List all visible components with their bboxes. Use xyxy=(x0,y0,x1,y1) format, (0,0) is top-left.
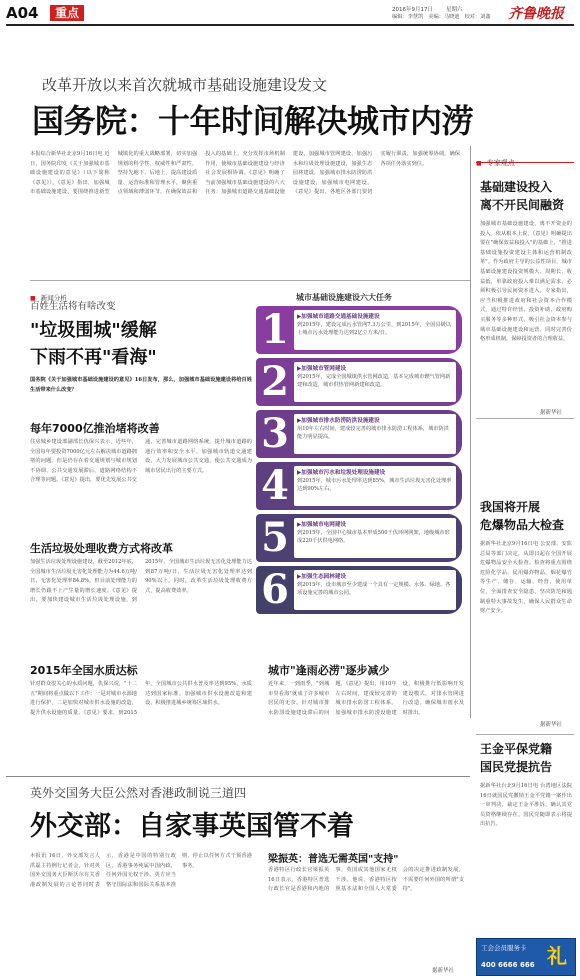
task-desc: 用10年左右时间，建成较完善的城市排水防涝工程体系，城市防洪能力明显提高。 xyxy=(297,426,449,440)
task-card xyxy=(256,566,462,614)
task-desc: 到2015年，完成全国城镇供水管网改造，基本完成城市燃气管网新建和改造，城市供热管网新建和改造。 xyxy=(297,374,451,388)
issue-weekday: 星期六 xyxy=(446,7,463,13)
section-2-heading: 生活垃圾处理收费方式将改革 xyxy=(30,542,173,555)
bottom-body: 本报讯 16日，外交部发言人洪磊主持例行记者会，针对英国外交国务大臣斯沃尔有关香港政制发展的言论答问时表示，香港是中国的特别行政区，香港事务纯属中国内政，任何外国无权干涉。英方应当恪守国际法和国际关系基本准则，停止以任何方式干预香港事务。 xyxy=(30,853,252,888)
analysis-column-text: 新闻分析 xyxy=(40,294,67,302)
ad-phone: 400 6666 666 xyxy=(481,961,535,969)
opinion-byline: 据新华社 xyxy=(540,410,563,416)
bottom-top-rule xyxy=(6,776,470,777)
analysis-title-1: "垃圾围城"缓解 xyxy=(30,320,157,341)
task-desc: 到2015年，城市污水处理率达到85%，城市生活垃圾无害化处理率达到90%左右。 xyxy=(297,478,452,492)
task-number: 6 xyxy=(261,566,289,613)
sponge-body: 近年来，一到雨季，"到城市里看海"就成了许多城市居民的无奈。针对城市排水防涝设施建设滞后的问题，《意见》提出，用10年左右时间，建成较完善的城市排水防涝工程体系。加强城市排水防涝设施建设，积极推行低影响开发建设模式，对排水管网进行改造，确保城市雨水及时排出。 xyxy=(268,681,464,716)
task-card xyxy=(256,462,462,510)
task-card xyxy=(256,514,462,562)
section-3-body: 针对群众很关心的水质问题，仇保兴说，"十二五"期间将重点做以下工作：一是对城市水源地进行保护，二是加快对城市供水设施的改造，提升供水设施的质量。《意见》要求，到2015年，全国城市公共供水普及率达到95%，水质达到国家标准。加强城市供水设施改造和建设，积极推进城乡统筹区域供水。 xyxy=(30,681,252,716)
hazmat-title-2: 危爆物品大检查 xyxy=(480,518,565,532)
task-card xyxy=(256,358,462,406)
ad-slogan: 工会会员服务卡 xyxy=(481,944,527,952)
masthead-rule xyxy=(6,24,574,26)
task-number: 4 xyxy=(261,462,289,509)
paper-logo: 齐鲁晚报 xyxy=(508,6,564,22)
analysis-intro: 国务院《关于加强城市基础设施建设的意见》16日发布，那么，加强城市基础设施建设将给百姓生活带来什么改变？ xyxy=(30,377,252,393)
hazmat-byline: 据新华社 xyxy=(540,722,563,728)
opinion-title-1: 基础建设投入 xyxy=(480,180,553,194)
opinion-column-text: 专家观点 xyxy=(486,159,515,167)
kmt-top-rule xyxy=(476,734,574,735)
lead-body: 本报综合新华社北京9月16日电 近日，国务院印发《关于加强城市基础设施建设的意见》（以下简称《意见》）。《意见》指出，加强城市基础设施建设，要围绕推进新型城镇化的重大战略部署，切实加强规划的科学性、权威性和严肃性，坚持先地下、后地上，提高建设质量、运营标准和管理水平，聚焦重点领域和薄弱环节，在确保效益和投入的基础上，充分发挥市场机制作用，使城市基础设施建设与经济社会发展相协调。《意见》明确了当前加强城市基础设施建设的六大任务：加强城市道路交通基础设施建设，加强城市管网建设，加强污水和垃圾处理设施建设，加强生态园林建设，加强城市排水防涝防洪设施建设，加强城市电网建设。《意见》提出，各地区各部门要切实履行职责，加强统筹协调，确保各项任务落实到位。 xyxy=(30,151,460,196)
infographic-title: 城市基础设施建设六大任务 xyxy=(296,293,392,302)
task-panel xyxy=(294,310,456,350)
kmt-title-2: 国民党提抗告 xyxy=(480,760,553,774)
section-3-heading: 2015年全国水质达标 xyxy=(30,664,138,677)
analysis-top-rule xyxy=(30,280,470,281)
ad-brand-mark: 礼 xyxy=(547,944,567,968)
hazmat-title-1: 我国将开展 xyxy=(480,500,541,514)
section-badge xyxy=(50,5,84,21)
bottom-sidebar-body: 香港特区行政长官梁振英16日表示，香港特区普选行政长官是香港和内地的事，英国或其他国家无权干涉。他说，香港特区按照基本法和全国人大常委会的决定推进政制发展，不需要任何外国的所谓"支持"。 xyxy=(268,867,464,893)
task-title: ▶加强城市排水防涝防洪设施建设 xyxy=(297,418,380,424)
analysis-title-2: 下雨不再"看海" xyxy=(30,347,157,368)
lead-kicker: 改革开放以来首次就城市基础设施建设发文 xyxy=(42,76,328,94)
task-panel xyxy=(294,570,456,610)
bottom-byline: 据新华社 xyxy=(432,968,455,974)
task-panel xyxy=(294,362,456,402)
section-1-heading: 每年7000亿推治堵将改善 xyxy=(30,422,160,435)
task-title: ▶加强城市管网建设 xyxy=(297,366,347,372)
hazmat-top-rule xyxy=(476,418,574,419)
task-panel xyxy=(294,518,456,558)
opinion-body: 加强城市基础设施建设，离不开资金的投入。依从根本上说，《意见》明确提出要在"确保效益和投入"的基础上，"推进基础设施投资建设主体和运营机制改革"。作为政府主导的公益性项目，城市基础设施建设投资规模大、周期长、收益低，单靠政府投入难以满足需求，必须积极引导民间资本进入。专家指出，应当积极推进政府和社会资本合作模式，通过特许经营、投资补助、政府购买服务等多种形式，吸引社会资本参与城市基础设施建设和运营，同时完善价格形成机制，保障投资者的合理收益。 xyxy=(480,221,572,343)
kmt-body: 据新华社台北9月16日电 台湾地区法院16日就国民党撤销王金平党籍一案作出一审判决，裁定王金平胜诉，确认其党员资格继续存在。国民党随即表示将提出抗告。 xyxy=(480,783,572,828)
task-panel xyxy=(294,466,456,506)
task-desc: 到2015年，建设完成污水管网7.3万公里，到2015年，全国县级以上城市污水处理能力达到2亿立方米/日。 xyxy=(297,322,451,336)
task-desc: 到2015年，设市城市至少建成一个具有一定规模、水体、绿地、各项设施完善的城市公园。 xyxy=(297,582,451,596)
bottom-kicker: 英外交国务大臣公然对香港政制说三道四 xyxy=(30,786,247,800)
sponge-title: 城市"逢雨必涝"逐步减少 xyxy=(268,664,390,677)
analysis-marker-icon: ■ xyxy=(30,295,36,302)
task-panel xyxy=(294,414,456,454)
task-number: 2 xyxy=(261,358,289,405)
lead-headline: 国务院：十年时间解决城市内涝 xyxy=(32,102,474,140)
task-number: 3 xyxy=(261,410,289,457)
opinion-divider xyxy=(470,146,471,718)
kmt-title-1: 王金平保党籍 xyxy=(480,742,553,756)
task-title: ▶加强城市污水和垃圾处理设施建设 xyxy=(297,470,386,476)
task-number: 5 xyxy=(261,514,289,561)
opinion-title-2: 离不开民间融资 xyxy=(480,198,565,212)
task-title: ▶加强城市电网建设 xyxy=(297,522,347,528)
section-1-body: 住房城乡建设部副部长仇保兴表示，近些年，全国每年要投资7000亿元左右解决城市道路拥堵的问题。但是仍存在着交通规划与城市规划不协调、公共交通发展滞后、道路网络结构不合理等问题。《意见》提出，要优先发展公共交通，完善城市道路网络系统，提升城市道路的通行效率和安全水平。加强城市轨道交通建设，大力发展城市公共交通，使公共交通成为城市居民出行的主要方式。 xyxy=(30,439,252,484)
opinion-marker-icon: ■ xyxy=(476,160,482,167)
ad-box[interactable] xyxy=(476,938,576,976)
editors-line: 编辑：李慧凯 美编：马晓迪 校对：刘鑫 xyxy=(392,14,491,20)
analysis-kicker: 百姓生活将有啥改变 xyxy=(30,301,116,312)
bottom-headline: 外交部：自家事英国管不着 xyxy=(30,811,354,842)
issue-date: 2016年9月17日 xyxy=(392,7,433,13)
hazmat-body: 据新华社北京9月16日电 公安部、安监总局等部门决定，从即日起在全国开展危爆物品安全大检查。检查将重点围绕危险化学品、民用爆炸物品、烟花爆竹等生产、储存、运输、经营、使用单位，全面排查安全隐患，坚决防范和遏制重特大事故发生，确保人民群众生命财产安全。 xyxy=(480,541,572,615)
bottom-sidebar-title: 梁振英：普选无需英国"支持" xyxy=(268,854,399,865)
task-card xyxy=(256,306,462,354)
opinion-column-label xyxy=(476,150,574,167)
task-number: 1 xyxy=(261,306,289,353)
page-code: A04 xyxy=(6,4,39,22)
task-title: ▶加强城市道路交通基础设施建设 xyxy=(297,314,380,320)
task-card xyxy=(256,410,462,458)
section-2-body: 加强生活垃圾处理设施建设，截至2012年底，全国城市生活垃圾无害化处理能力为44.6万吨/日，无害化处理率84.8%。但目前处理能力的增长仍跟不上产生量的增长速度。《意见》提出，要加快建设城市生活垃圾处理设施，到2015年，全国城市生活垃圾无害化处理能力达到87万吨/日，生活垃圾无害化处理率达到90%以上。同时，改革生活垃圾处理收费方式，提高收费效率。 xyxy=(30,559,252,604)
infographic xyxy=(256,292,466,622)
task-title: ▶加强生态园林建设 xyxy=(297,574,347,580)
task-desc: 到2015年，全国中心城市基本形成500千伏环网网架，地级城市形成220千伏供电网络。 xyxy=(297,530,450,544)
section-label: 重点 xyxy=(55,6,80,20)
